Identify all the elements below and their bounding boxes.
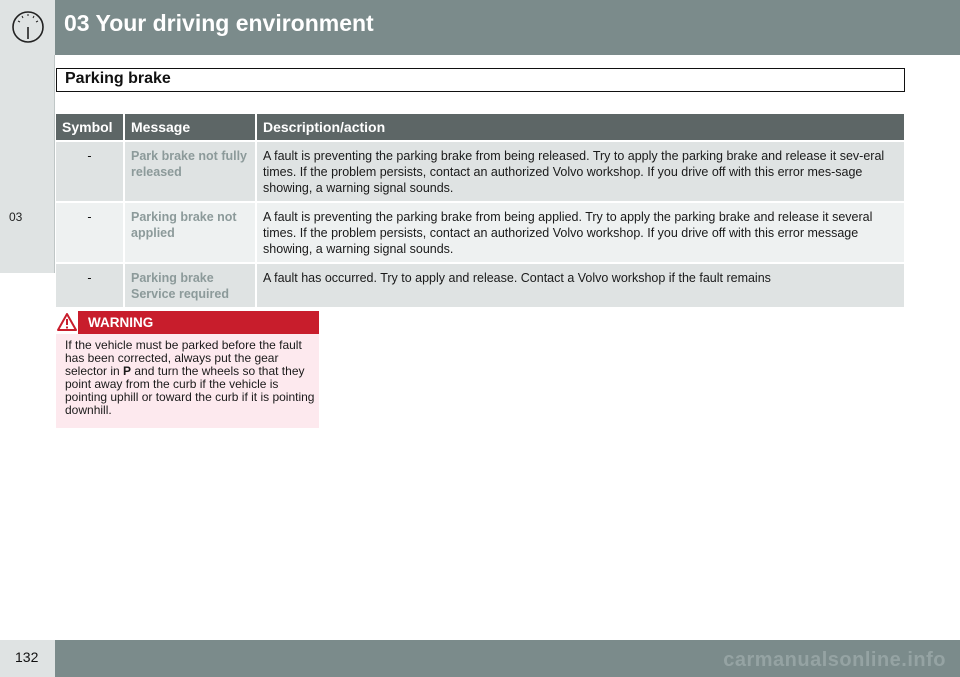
- column-header-symbol: Symbol: [56, 114, 125, 140]
- gear-position-p: P: [123, 364, 132, 378]
- message-table: [56, 114, 904, 307]
- watermark: carmanualsonline.info: [723, 649, 946, 671]
- warning-box: [56, 311, 319, 428]
- section-heading-box: [56, 68, 905, 92]
- warning-icon-box: [56, 311, 78, 334]
- symbol-cell: -: [56, 262, 125, 307]
- description-cell: A fault has occurred. Try to apply and release. Contact a Volvo workshop if the fault remains: [257, 262, 904, 307]
- page-title: 03 Your driving environment: [64, 10, 374, 36]
- symbol-cell: -: [56, 201, 125, 262]
- table-row: [56, 201, 904, 262]
- warning-header: [56, 311, 319, 334]
- warning-text-part: If the vehicle must be parked before the fault has been corrected, always put the gear selector in: [65, 338, 302, 378]
- page-number: 132: [15, 649, 39, 665]
- warning-title: WARNING: [88, 315, 154, 330]
- chapter-icon-box: [0, 0, 55, 55]
- page-number-box: [0, 640, 55, 677]
- column-header-message: Message: [125, 114, 257, 140]
- section-title: Parking brake: [65, 70, 171, 87]
- description-cell: A fault is preventing the parking brake from being released. Try to apply the parking brake and release it sev-eral times. If the problem persists, contact an authorized Volvo workshop. If you drive off with this error mes-sage showing, a warning signal sounds.: [257, 140, 904, 201]
- chapter-side-tab: [0, 55, 55, 273]
- message-cell: Parking brake not applied: [125, 201, 257, 262]
- warning-text-part: and turn the wheels so that they point away from the curb if the vehicle is pointing uphill or toward the curb if it is pointing downhill.: [65, 364, 315, 417]
- speedometer-icon: [10, 8, 46, 46]
- symbol-cell: -: [56, 140, 125, 201]
- chapter-label: 03: [9, 210, 23, 224]
- page-footer: [0, 640, 960, 677]
- column-header-description: Description/action: [257, 114, 904, 140]
- warning-triangle-icon: [57, 312, 77, 332]
- warning-text: [65, 339, 315, 417]
- table-row: [56, 140, 904, 201]
- page-header: [0, 0, 960, 55]
- table-row: [56, 262, 904, 307]
- table-header-row: [56, 114, 904, 140]
- description-cell: A fault is preventing the parking brake from being applied. Try to apply the parking brake and release it several times. If the problem persists, contact an authorized Volvo workshop. If you drive off with this error message showing, a warning signal sounds.: [257, 201, 904, 262]
- message-cell: Parking brake Service required: [125, 262, 257, 307]
- message-cell: Park brake not fully released: [125, 140, 257, 201]
